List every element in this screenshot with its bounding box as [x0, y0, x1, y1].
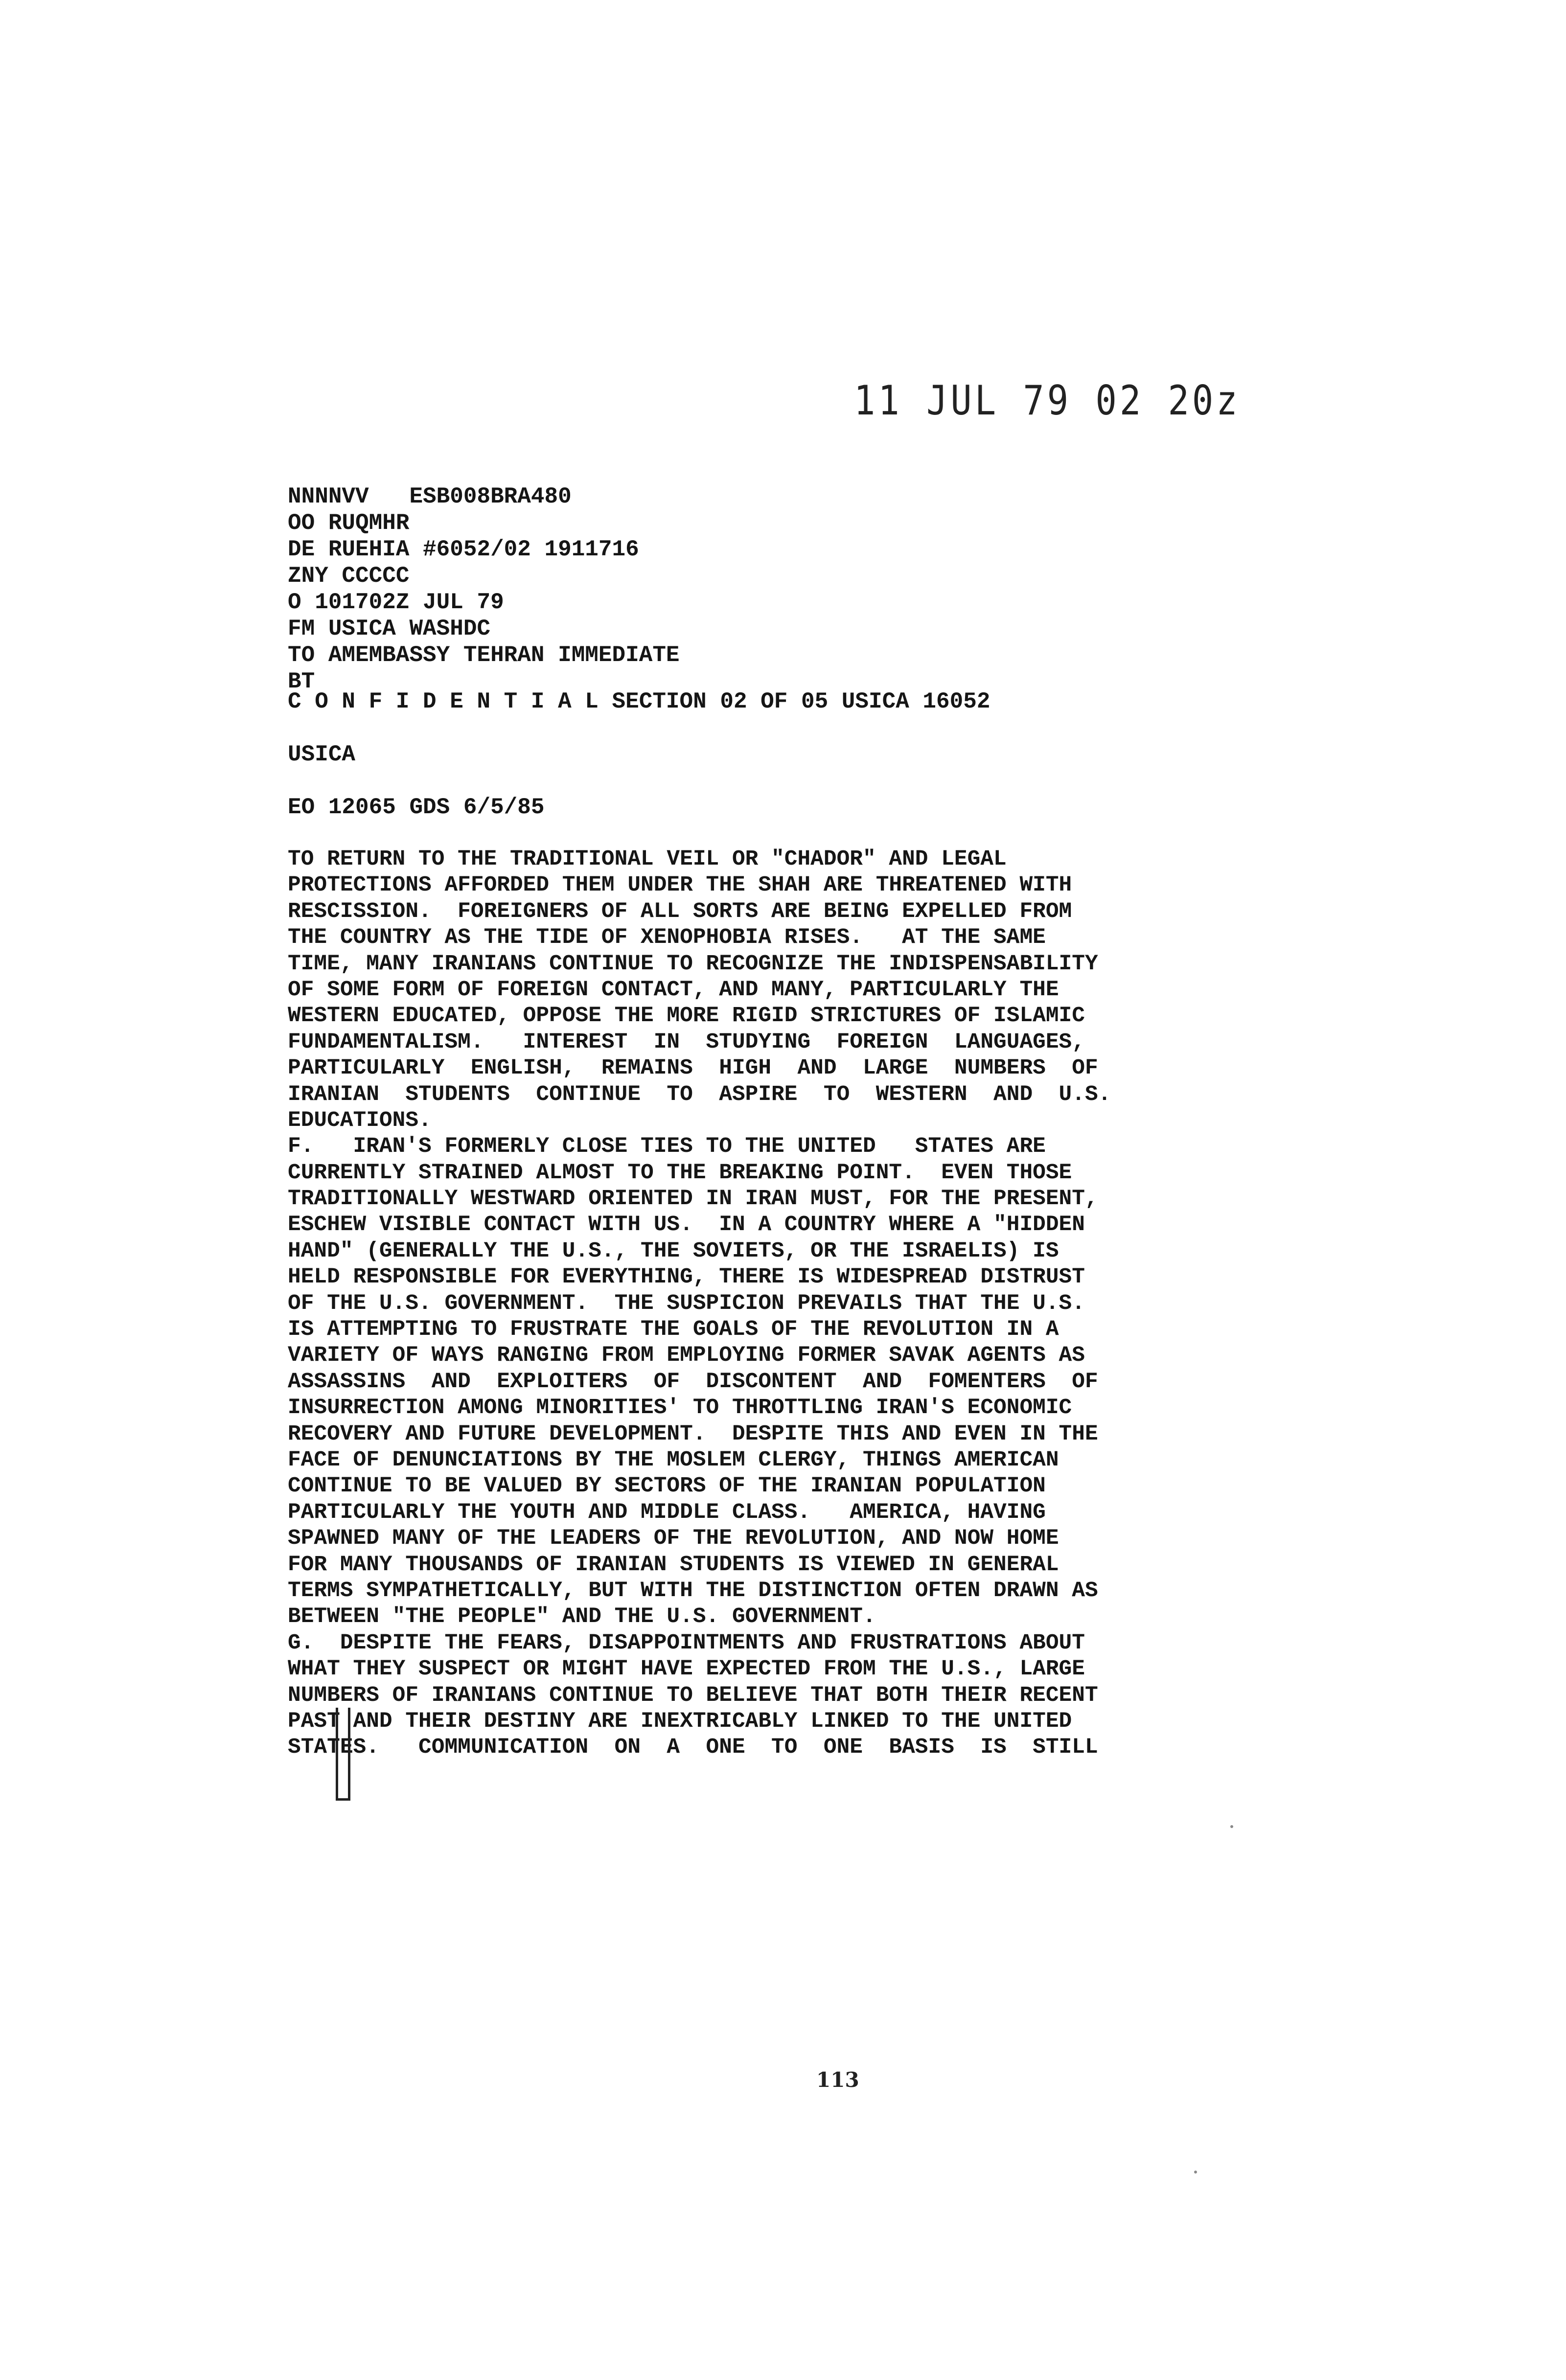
body-line: RESCISSION. FOREIGNERS OF ALL SORTS ARE BEING EXPELLED FROM [288, 899, 1072, 924]
cable-body [288, 847, 1267, 1761]
body-line: TIME, MANY IRANIANS CONTINUE TO RECOGNIZE THE INDISPENSABILITY [288, 951, 1098, 976]
body-line: TRADITIONALLY WESTWARD ORIENTED IN IRAN MUST, FOR THE PRESENT, [288, 1187, 1098, 1212]
body-line: WESTERN EDUCATED, OPPOSE THE MORE RIGID STRICTURES OF ISLAMIC [288, 1004, 1085, 1029]
body-line: G. DESPITE THE FEARS, DISAPPOINTMENTS AND FRUSTRATIONS ABOUT [288, 1630, 1085, 1655]
body-line: PROTECTIONS AFFORDED THEM UNDER THE SHAH ARE THREATENED WITH [288, 873, 1072, 898]
body-line: WHAT THEY SUSPECT OR MIGHT HAVE EXPECTED FROM THE U.S., LARGE [288, 1657, 1085, 1682]
body-line: FUNDAMENTALISM. INTEREST IN STUDYING FOREIGN LANGUAGES, [288, 1030, 1085, 1054]
body-line: SPAWNED MANY OF THE LEADERS OF THE REVOLUTION, AND NOW HOME [288, 1526, 1059, 1551]
body-line: THE COUNTRY AS THE TIDE OF XENOPHOBIA RISES. AT THE SAME [288, 925, 1046, 950]
agency-line: USICA [288, 742, 356, 767]
page-number: 113 [816, 2068, 859, 2092]
scan-speck [1230, 1825, 1233, 1828]
body-line: PAST AND THEIR DESTINY ARE INEXTRICABLY LINKED TO THE UNITED [288, 1709, 1072, 1734]
header-line: NNNNVV ESB008BRA480 [288, 484, 572, 509]
date-time-stamp: 11 JUL 79 02 20z [854, 377, 1241, 424]
body-line: FACE OF DENUNCIATIONS BY THE MOSLEM CLERGY, THINGS AMERICAN [288, 1447, 1059, 1472]
header-line: OO RUQMHR [288, 510, 410, 536]
body-line: FOR MANY THOUSANDS OF IRANIAN STUDENTS IS VIEWED IN GENERAL [288, 1552, 1059, 1577]
cable-header [288, 483, 680, 695]
body-line: OF SOME FORM OF FOREIGN CONTACT, AND MANY, PARTICULARLY THE [288, 977, 1059, 1002]
eo-line: EO 12065 GDS 6/5/85 [288, 795, 545, 820]
body-line: RECOVERY AND FUTURE DEVELOPMENT. DESPITE THIS AND EVEN IN THE [288, 1421, 1098, 1446]
body-line: CURRENTLY STRAINED ALMOST TO THE BREAKING POINT. EVEN THOSE [288, 1160, 1072, 1185]
body-line: HAND" (GENERALLY THE U.S., THE SOVIETS, OR THE ISRAELIS) IS [288, 1238, 1059, 1263]
body-line: INSURRECTION AMONG MINORITIES' TO THROTTLING IRAN'S ECONOMIC [288, 1396, 1072, 1420]
body-line: PARTICULARLY THE YOUTH AND MIDDLE CLASS. AMERICA, HAVING [288, 1500, 1046, 1525]
body-line: STATES. COMMUNICATION ON A ONE TO ONE BASIS IS STILL [288, 1735, 1098, 1760]
header-line: ZNY CCCCC [288, 563, 410, 589]
margin-bracket-mark [336, 1708, 350, 1801]
body-line: BETWEEN "THE PEOPLE" AND THE U.S. GOVERNMENT. [288, 1604, 876, 1629]
classification-line: C O N F I D E N T I A L SECTION 02 OF 05 USICA 16052 [288, 689, 990, 714]
body-line: TERMS SYMPATHETICALLY, BUT WITH THE DISTINCTION OFTEN DRAWN AS [288, 1578, 1098, 1603]
header-line: BT [288, 669, 315, 694]
body-line: VARIETY OF WAYS RANGING FROM EMPLOYING FORMER SAVAK AGENTS AS [288, 1343, 1085, 1368]
header-line: TO AMEMBASSY TEHRAN IMMEDIATE [288, 642, 680, 668]
body-line: F. IRAN'S FORMERLY CLOSE TIES TO THE UNITED STATES ARE [288, 1134, 1046, 1159]
body-line: EDUCATIONS. [288, 1108, 432, 1133]
header-line: DE RUEHIA #6052/02 1911716 [288, 537, 639, 562]
header-line: FM USICA WASHDC [288, 616, 491, 641]
body-line: IRANIAN STUDENTS CONTINUE TO ASPIRE TO WESTERN AND U.S. [288, 1082, 1111, 1107]
body-line: NUMBERS OF IRANIANS CONTINUE TO BELIEVE THAT BOTH THEIR RECENT [288, 1683, 1098, 1708]
header-line: O 101702Z JUL 79 [288, 590, 504, 615]
scan-speck [1194, 2171, 1197, 2174]
body-line: TO RETURN TO THE TRADITIONAL VEIL OR "CHADOR" AND LEGAL [288, 847, 1007, 871]
body-line: OF THE U.S. GOVERNMENT. THE SUSPICION PREVAILS THAT THE U.S. [288, 1291, 1085, 1316]
body-line: HELD RESPONSIBLE FOR EVERYTHING, THERE IS WIDESPREAD DISTRUST [288, 1265, 1085, 1290]
body-line: PARTICULARLY ENGLISH, REMAINS HIGH AND LARGE NUMBERS OF [288, 1056, 1098, 1081]
body-line: IS ATTEMPTING TO FRUSTRATE THE GOALS OF THE REVOLUTION IN A [288, 1317, 1059, 1342]
body-line: CONTINUE TO BE VALUED BY SECTORS OF THE IRANIAN POPULATION [288, 1474, 1046, 1499]
body-line: ESCHEW VISIBLE CONTACT WITH US. IN A COUNTRY WHERE A "HIDDEN [288, 1213, 1085, 1237]
body-line: ASSASSINS AND EXPLOITERS OF DISCONTENT AND FOMENTERS OF [288, 1369, 1098, 1394]
